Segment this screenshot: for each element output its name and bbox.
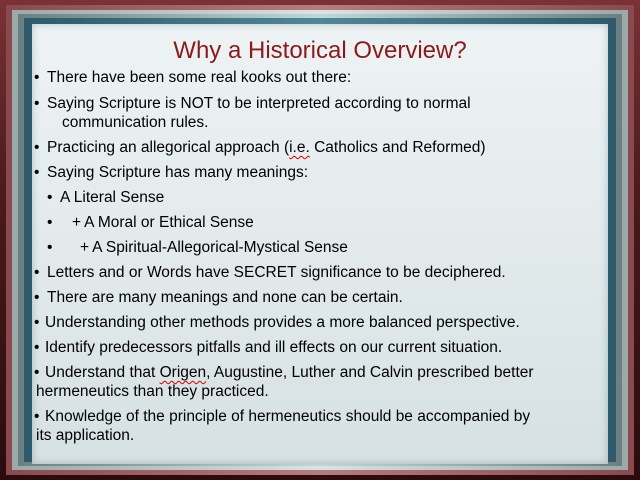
bullet-dot: • [34, 69, 40, 86]
bullet-text: There have been some real kooks out there: [47, 69, 352, 86]
sub-bullet-item [34, 238, 614, 257]
plus-marker: + [80, 239, 90, 256]
bullet-text: Identify predecessors pitfalls and ill effects on our current situation. [45, 339, 503, 356]
bullet-item [34, 263, 614, 282]
spellcheck-marked-word: i.e. [289, 139, 310, 156]
bullet-item [34, 288, 614, 307]
sub-bullet-item [34, 213, 614, 232]
bullet-item [34, 407, 614, 445]
bullet-text: Understand that [45, 364, 160, 381]
plus-marker: + [72, 214, 82, 231]
bullet-dot: • [47, 239, 53, 256]
bullet-dot: • [34, 164, 40, 181]
bullet-text: Catholics and Reformed) [309, 139, 486, 156]
bullet-dot: • [34, 139, 40, 156]
bullet-dot: • [47, 189, 53, 206]
bullet-item [34, 363, 614, 401]
bullet-dot: • [34, 289, 40, 306]
bullet-text: A Spiritual-Allegorical-Mystical Sense [92, 239, 348, 256]
bullet-text: Letters and or Words have SECRET significance to be deciphered. [47, 264, 506, 281]
bullet-text: Understanding other methods provides a more balanced perspective. [45, 314, 520, 331]
bullet-item [34, 313, 614, 332]
bullet-text: , Augustine, Luther and Calvin prescribed better [206, 364, 534, 381]
bullet-text: Saying Scripture has many meanings: [47, 164, 309, 181]
bullet-dot: • [47, 214, 53, 231]
bullet-dot: • [34, 339, 40, 356]
bullet-text: A Literal Sense [60, 189, 165, 206]
bullet-dot: • [34, 408, 40, 425]
bullet-dot: • [34, 95, 40, 112]
bullet-text: There are many meanings and none can be certain. [47, 289, 403, 306]
bullet-item [34, 163, 614, 182]
bullet-text: Knowledge of the principle of hermeneutics should be accompanied by [45, 408, 531, 425]
sub-bullet-item [34, 188, 614, 207]
bullet-item [34, 68, 614, 87]
bullet-text-continued: hermeneutics than they practiced. [36, 383, 269, 400]
bullet-dot: • [34, 264, 40, 281]
bullet-text-continued: communication rules. [62, 114, 209, 131]
bullet-text: Saying Scripture is NOT to be interpreted according to normal [47, 95, 471, 112]
bullet-text: Practicing an allegorical approach ( [47, 139, 290, 156]
bullet-item [34, 94, 614, 132]
bullet-text: A Moral or Ethical Sense [84, 214, 254, 231]
bullet-text-continued: its application. [36, 427, 135, 444]
bullet-item [34, 138, 614, 157]
bullet-item [34, 338, 614, 357]
bullet-list [34, 68, 614, 445]
slide-title: Why a Historical Overview? [173, 37, 467, 64]
bullet-dot: • [34, 314, 40, 331]
bullet-dot: • [34, 364, 40, 381]
spellcheck-marked-word: Origen [159, 364, 207, 381]
